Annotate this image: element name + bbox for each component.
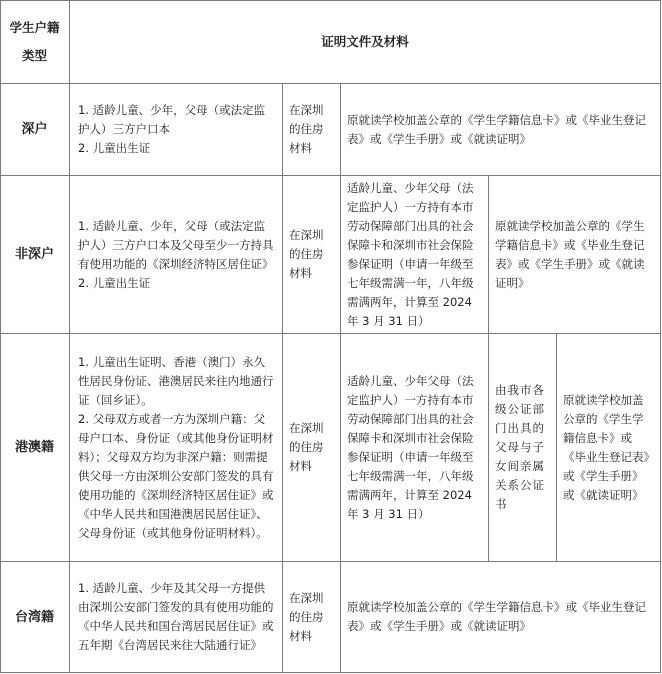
row-insurance-feishenhu: 适龄儿童、少年父母（法定监护人）一方持有本市劳动保障部门出具的社会保障卡和深圳市社会保险参保证明（申请一年级至七年级需满一年，八年级需满两年，计算至 2024 年 3 月 31 日） (341, 176, 489, 334)
row-school-shenhu: 原就读学校加盖公章的《学生学籍信息卡》或《毕业生登记表》或《学生手册》或《就读证明》 (341, 84, 661, 176)
list-item: 1. 适龄儿童、少年，父母（或法定监护人）三方户口本 (78, 103, 266, 136)
header-type-line1: 学生户籍 (9, 19, 60, 35)
row-housing-feishenhu: 在深圳的住房材料 (283, 176, 341, 334)
row-insurance-gangao: 适龄儿童、少年父母（法定监护人）一方持有本市劳动保障部门出具的社会保障卡和深圳市社会保险参保证明（申请一年级至七年级需满一年，八年级需满两年，计算至 2024 年 3 月 31 日） (341, 334, 489, 562)
row-items-taiwan (70, 562, 283, 673)
row-school-taiwan: 原就读学校加盖公章的《学生学籍信息卡》或《毕业生登记表》或《学生手册》或《就读证明》 (341, 562, 661, 673)
list-item: 2. 父母双方或者一方为深圳户籍：父母户口本、身份证（或其他身份证明材料）；父母双方均为非深户籍：则需提供父母一方由深圳公安部门签发的具有使用功能的《深圳经济特区居住证》或《中华人民共和国港澳居民居住证》、父母身份证（或其他身份证明材料）。 (78, 411, 274, 540)
header-materials-cell (70, 0, 661, 84)
row-notary-gangao: 由我市各级公证部门出具的父母与子女间亲属关系公证书 (489, 334, 557, 562)
row-type-feishenhu: 非深户 (0, 176, 70, 334)
list-item: 2. 儿童出生证 (78, 275, 151, 290)
row-type-gangao: 港澳籍 (0, 334, 70, 562)
row-type-taiwan: 台湾籍 (0, 562, 70, 673)
row-items-feishenhu (70, 176, 283, 334)
list-item: 2. 儿童出生证 (78, 141, 151, 155)
header-materials-title: 证明文件及材料 (321, 34, 409, 49)
row-housing-shenhu: 在深圳的住房材料 (283, 84, 341, 176)
row-school-feishenhu: 原就读学校加盖公章的《学生学籍信息卡》或《毕业生登记表》或《学生手册》或《就读证明》 (489, 176, 661, 334)
list-item: 1. 儿童出生证明、香港（澳门）永久性居民身份证、港澳居民来往内地通行证（回乡证）。 (78, 354, 274, 407)
row-housing-taiwan: 在深圳的住房材料 (283, 562, 341, 673)
header-type-cell (0, 0, 70, 84)
row-school-gangao: 原就读学校加盖公章的《学生学籍信息卡》或《毕业生登记表》或《学生手册》或《就读证明》 (557, 334, 661, 562)
list-item: 1. 适龄儿童、少年及其父母一方提供由深圳公安部门签发的具有使用功能的《中华人民共和国台湾居民居住证》或五年期《台湾居民来往大陆通行证》 (78, 581, 274, 652)
row-items-shenhu (70, 84, 283, 176)
list-item: 1. 适龄儿童、少年，父母（或法定监护人）三方户口本及父母至少一方持具有使用功能的《深圳经济特区居住证》 (78, 218, 274, 271)
row-housing-gangao: 在深圳的住房材料 (283, 334, 341, 562)
row-type-shenhu: 深户 (0, 84, 70, 176)
row-items-gangao (70, 334, 283, 562)
header-type-line2: 类型 (21, 47, 47, 63)
